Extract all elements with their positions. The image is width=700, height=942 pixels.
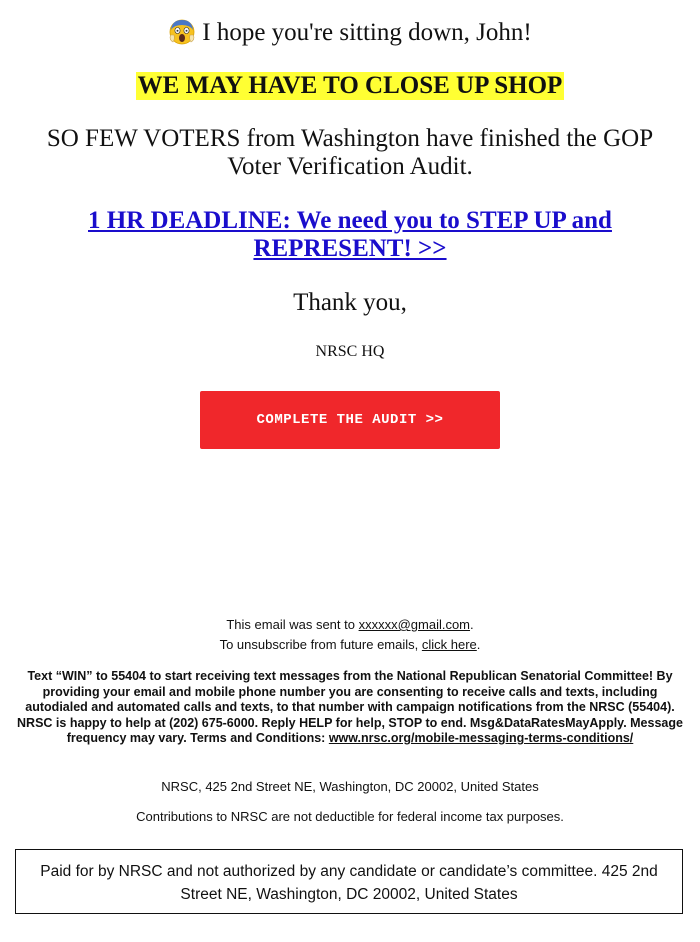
address-line: NRSC, 425 2nd Street NE, Washington, DC 20002, United States [161,779,539,794]
contributions-line: Contributions to NRSC are not deductible for federal income tax purposes. [136,809,564,824]
unsub-prefix: To unsubscribe from future emails, [219,637,422,652]
paid-for-disclaimer: Paid for by NRSC and not authorized by any candidate or candidate’s committee. 425 2nd Street NE, Washington, DC 20002, United States [15,849,683,914]
body-text: SO FEW VOTERS from Washington have finished the GOP Voter Verification Audit. [46,125,654,180]
recipient-email-link[interactable]: xxxxxx@gmail.com [358,617,471,632]
sent-prefix: This email was sent to [226,617,359,632]
thanks-text: Thank you, [293,289,407,316]
unsubscribe-line [0,635,700,655]
unsubscribe-link[interactable]: click here [421,637,477,652]
headline-row [0,72,700,100]
signature: NRSC HQ [315,343,385,360]
unsub-suffix: . [476,637,481,652]
sent-suffix: . [470,617,474,632]
greeting-line [0,16,700,50]
greeting-text: I hope you're sitting down, John! [202,19,532,46]
headline: WE MAY HAVE TO CLOSE UP SHOP [137,72,563,99]
sent-to-line [0,615,700,635]
deadline-row [40,207,660,263]
screaming-face-icon [168,17,196,45]
sms-text: Text “WIN” to 55404 to start receiving text messages from the National Republican Senatorial Committee! By providing your email and mobile phone number you are consenting to receive calls and texts, including autodialed and automated calls and texts, to that number with campaign notifications from the NRSC (55404). NRSC is happy to help at (202) 675-6000. Reply HELP for help, STOP to end. Msg&DataRatesMayApply. Message frequency may vary. Terms and Conditions: [17,669,683,745]
sms-disclaimer [14,669,686,747]
complete-audit-button[interactable]: COMPLETE THE AUDIT >> [200,391,500,449]
deadline-link[interactable]: 1 HR DEADLINE: We need you to STEP UP and REPRESENT! >> [88,207,612,262]
terms-link[interactable]: www.nrsc.org/mobile-messaging-terms-conditions/ [328,731,634,745]
